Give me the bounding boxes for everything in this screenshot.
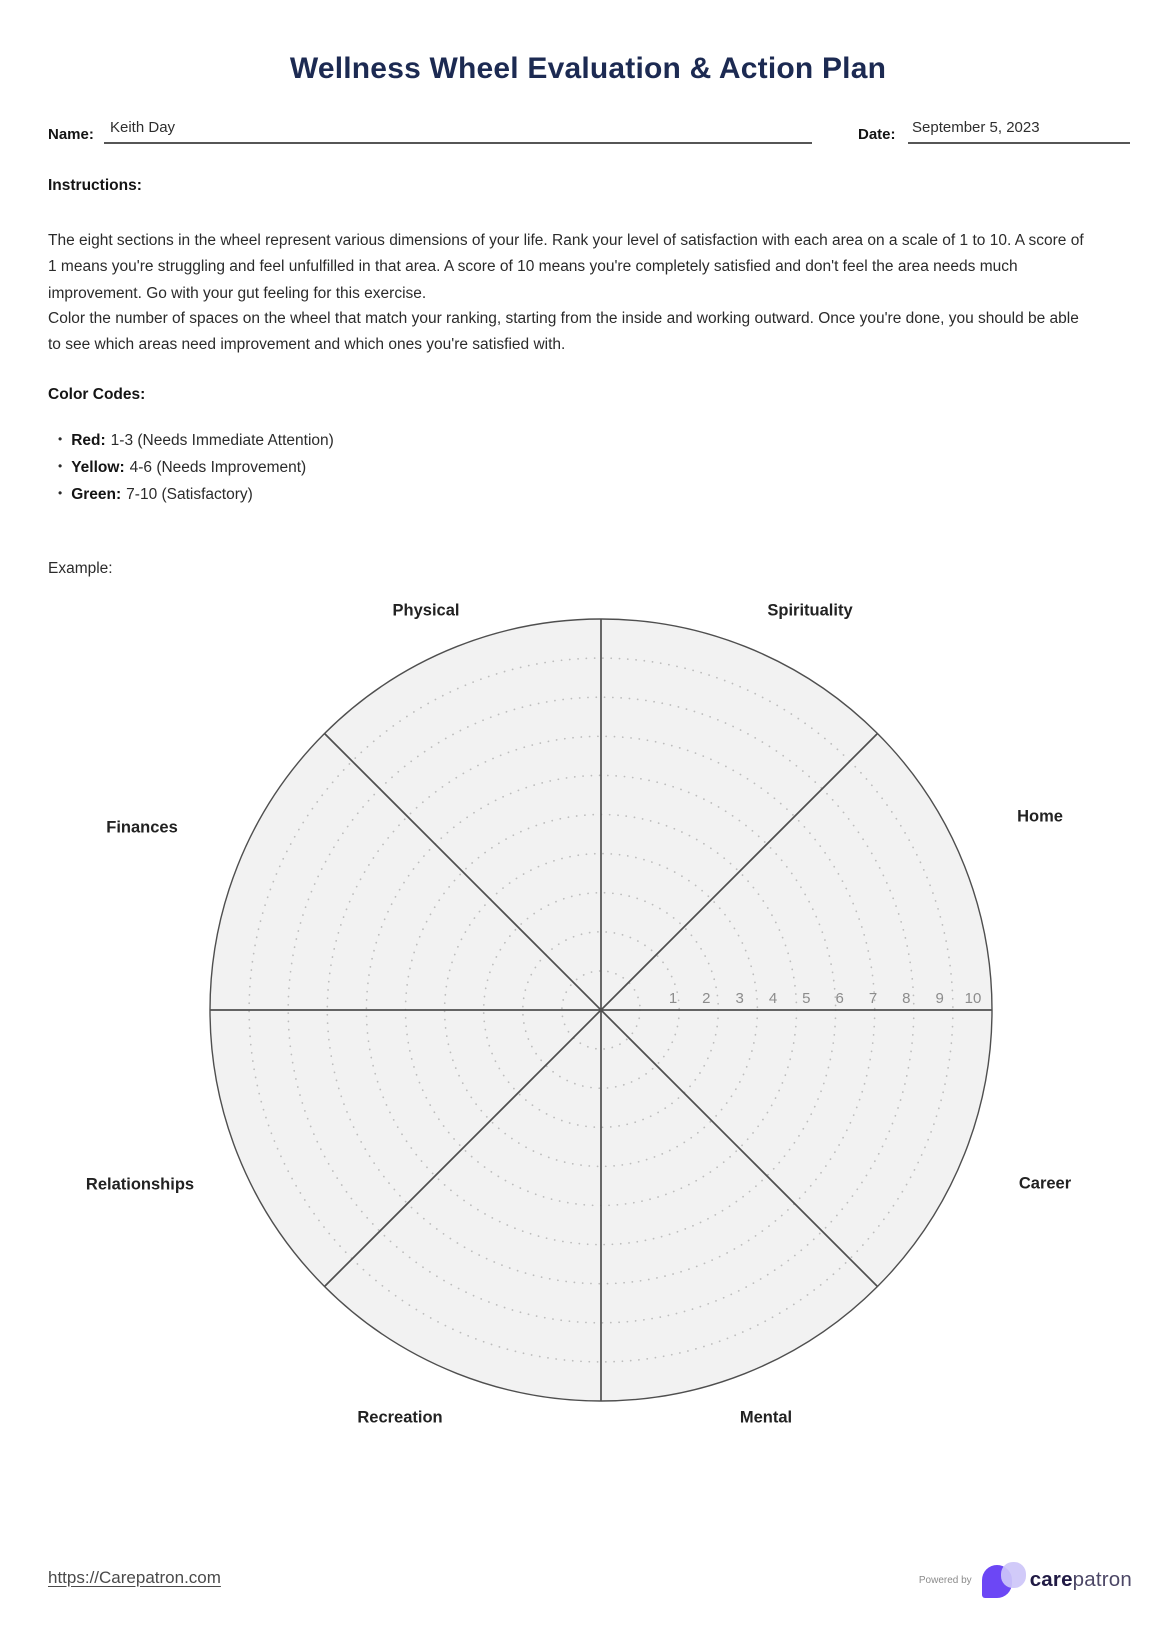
color-codes-heading: Color Codes: [48,386,146,403]
color-code-yellow-text: 4-6 (Needs Improvement) [129,459,307,476]
date-underline [908,142,1130,144]
wheel-scale-number: 2 [702,990,711,1007]
date-label: Date: [858,126,896,143]
carepatron-link[interactable]: https://Carepatron.com [48,1568,221,1587]
wheel-label-recreation: Recreation [357,1408,443,1427]
wheel-scale-number: 3 [735,990,744,1007]
wordmark-patron: patron [1072,1568,1132,1591]
wheel-label-relationships: Relationships [85,1175,195,1194]
powered-by-brand [919,1556,1132,1604]
date-value: September 5, 2023 [912,119,1040,136]
color-code-red-text: 1-3 (Needs Immediate Attention) [110,432,334,449]
wheel-label-career: Career [1018,1174,1072,1193]
wellness-wheel-diagram [201,610,1001,1410]
wheel-scale-number: 7 [868,990,878,1007]
name-value: Keith Day [110,119,176,136]
carepatron-logo-icon [982,1560,1030,1600]
color-code-red [58,432,334,459]
wheel-scale-number: 9 [935,990,944,1007]
color-code-red-label: Red: [71,432,106,449]
carepatron-wordmark [1030,1568,1132,1592]
wheel-scale-number: 4 [768,990,778,1007]
color-code-yellow [58,459,334,486]
color-code-green [58,486,334,513]
powered-by-label: Powered by [918,1574,972,1586]
bullet-icon: • [58,459,63,473]
color-code-yellow-label: Yellow: [71,459,125,476]
wheel-scale-number: 1 [668,990,678,1007]
bullet-icon: • [58,432,63,446]
instructions-paragraph-1: The eight sections in the wheel represent various dimensions of your life. Rank your level of satisfaction with each area on a scale of 1 to 10. A score of 1 means you're struggling and feel unfulfilled in that area. A score of 10 means you're completely satisfied and don't feel the area needs much improvement. Go with your gut feeling for this exercise. [48,232,1084,302]
wordmark-care: care [1029,1568,1073,1591]
wheel-scale-number: 6 [835,990,844,1007]
wheel-label-home: Home [1017,807,1063,826]
wheel-label-physical: Physical [392,601,460,620]
name-underline [104,142,812,144]
instructions-heading: Instructions: [48,177,142,194]
bullet-icon: • [58,486,63,500]
color-code-green-label: Green: [71,486,122,503]
instructions-paragraph-2: Color the number of spaces on the wheel that match your ranking, starting from the inside and working outward. Once you're done, you should be able to see which areas need improvement and which ones you're satisfied with. [48,310,1079,354]
wheel-scale-number: 8 [902,990,911,1007]
logo-light-blob [1001,1562,1026,1588]
wheel-label-spirituality: Spirituality [767,601,853,620]
color-codes-list [58,432,334,513]
wheel-label-finances: Finances [106,818,178,837]
wheel-scale-number: 5 [802,990,811,1007]
wheel-scale-number: 10 [964,990,982,1007]
wheel-label-mental: Mental [739,1408,793,1427]
example-label: Example: [48,560,113,577]
color-code-green-text: 7-10 (Satisfactory) [126,486,253,503]
name-label: Name: [48,126,94,143]
page-title: Wellness Wheel Evaluation & Action Plan [289,52,887,85]
